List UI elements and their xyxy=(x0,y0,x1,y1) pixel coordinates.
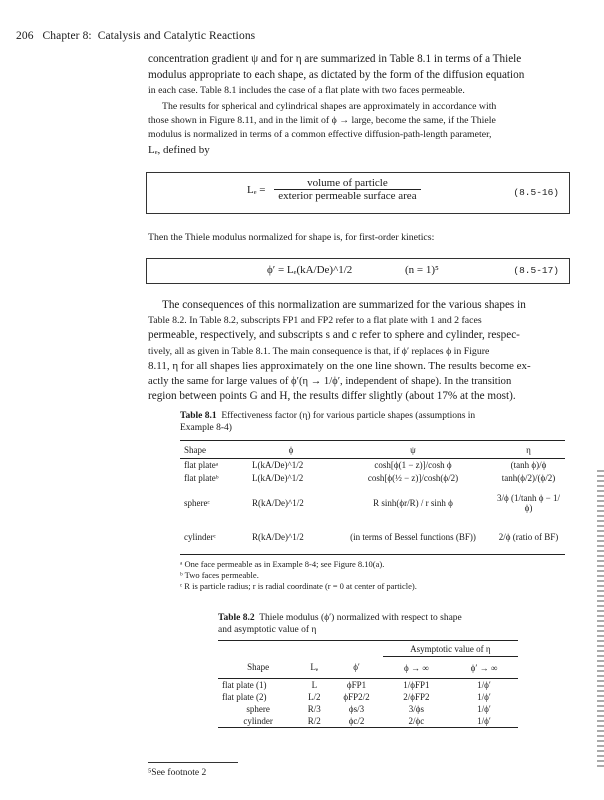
equation-8-5-16-box xyxy=(146,172,570,214)
chapter-title: Catalysis and Catalytic Reactions xyxy=(97,30,256,42)
table-8-2-caption-text: Thiele modulus (ϕ′) normalized with respect to shape xyxy=(259,613,462,623)
t2-cell: 1/ϕ′ xyxy=(477,679,491,690)
t1-cell: L(kA/De)^1/2 xyxy=(252,473,304,483)
para3-text: Then the Thiele modulus normalized for shape is, for first-order kinetics: xyxy=(148,232,435,243)
t2-header-le: Lₑ xyxy=(310,662,319,673)
t2-header-shape: Shape xyxy=(247,662,270,673)
chapter-label: Chapter 8: xyxy=(42,30,92,42)
para4-line-1: The consequences of this normalization are summarized for the various shapes in xyxy=(162,299,526,311)
eq1-number: (8.5-16) xyxy=(513,187,559,198)
t1-cell: cosh[ϕ(1 − z)]/cosh ϕ xyxy=(374,460,452,471)
para4-line-2: Table 8.2. In Table 8.2, subscripts FP1 and FP2 refer to a flat plate with 1 and 2 faces xyxy=(148,315,482,327)
t2-cell: ϕFP1 xyxy=(346,679,367,690)
para1-line-2: modulus appropriate to each shape, as dictated by the form of the diffusion equation xyxy=(148,68,525,81)
t2-cell: flat plate (1) xyxy=(222,679,267,690)
page-header xyxy=(16,30,255,42)
t2-cell: R/3 xyxy=(307,703,321,714)
t2-cell: 2/ϕFP2 xyxy=(403,691,430,702)
t1-header-eta: η xyxy=(526,444,531,455)
t2-group-header: Asymptotic value of η xyxy=(383,641,518,657)
table-8-2 xyxy=(218,640,518,728)
table-8-1-label: Table 8.1 xyxy=(180,411,217,421)
t1-footnote-c: ᶜ R is particle radius; r is radial coordinate (r = 0 at center of particle). xyxy=(180,581,417,591)
para2-line-4: Lₑ, defined by xyxy=(148,143,210,156)
t1-footnote-b: ᵇ Two faces permeable. xyxy=(180,570,259,580)
eq2-number: (8.5-17) xyxy=(513,265,559,276)
t2-cell: 1/ϕ′ xyxy=(477,691,491,702)
footnote-divider xyxy=(148,762,238,763)
t1-header-psi: ψ xyxy=(410,444,416,455)
t2-cell: L/2 xyxy=(308,691,321,702)
eq1-numerator: volume of particle xyxy=(274,177,420,190)
table-8-2-label: Table 8.2 xyxy=(218,613,255,623)
table-8-1-grid xyxy=(180,440,565,555)
table-8-1-footnotes xyxy=(180,559,565,592)
t1-cell: 3/ϕ (1/tanh ϕ − 1/ϕ) xyxy=(496,492,561,513)
eq2-condition: (n = 1)⁵ xyxy=(405,264,439,276)
eq1-lhs: Lₑ = xyxy=(247,183,266,196)
t1-cell: cosh[ϕ(½ − z)]/cosh(ϕ/2) xyxy=(367,473,459,483)
t1-cell: flat plateᵇ xyxy=(184,473,219,483)
para2-line-1: The results for spherical and cylindrical shapes are approximately in accordance with xyxy=(162,101,497,112)
eq2-body: ϕ′ = Lₑ(kA/De)^1/2 xyxy=(267,264,353,276)
t1-cell: flat plateᵃ xyxy=(184,460,219,471)
table-8-1-caption xyxy=(180,410,540,434)
t2-cell: ϕc/2 xyxy=(348,715,365,726)
paragraph-1 xyxy=(148,52,566,99)
t1-cell: 2/ϕ (ratio of BF) xyxy=(498,532,559,543)
t1-footnote-a: ᵃ One face permeable as in Example 8-4; see Figure 8.10(a). xyxy=(180,559,385,569)
t1-header-shape: Shape xyxy=(184,444,206,455)
para4-line-4: tively, all as given in Table 8.1. The main consequence is that, if ϕ′ replaces ϕ in Figure xyxy=(148,345,490,357)
table-row xyxy=(180,485,565,521)
table-row xyxy=(218,691,518,703)
table-row xyxy=(218,715,518,728)
table-8-2-caption-text-2: and asymptotic value of η xyxy=(218,625,317,635)
t1-cell: tanh(ϕ/2)/(ϕ/2) xyxy=(501,473,556,483)
table-8-1-caption-text: Effectiveness factor (η) for various particle shapes (assumptions in xyxy=(221,411,476,421)
table-row xyxy=(180,472,565,485)
t2-header-phiprime: ϕ′ xyxy=(353,662,360,673)
t2-cell: 1/ϕFP1 xyxy=(403,679,430,690)
t2-cell: ϕFP2/2 xyxy=(343,691,370,702)
scan-edge-artifact xyxy=(597,470,604,770)
t2-header-phiprime-inf: ϕ′ → ∞ xyxy=(470,662,498,673)
t1-cell: L(kA/De)^1/2 xyxy=(252,460,304,471)
para4-line-3: permeable, respectively, and subscripts s and c refer to sphere and cylinder, respec- xyxy=(148,329,520,342)
paragraph-3 xyxy=(148,230,566,246)
t2-cell: L xyxy=(311,679,318,690)
page-footnote: ⁵See footnote 2 xyxy=(148,768,207,778)
para4-line-6: actly the same for large values of ϕ′(η → 1/ϕ′, independent of shape). In the transition xyxy=(148,376,512,388)
t1-cell: (tanh ϕ)/ϕ xyxy=(510,460,547,471)
t2-cell: sphere xyxy=(246,703,270,714)
t2-cell: 1/ϕ′ xyxy=(477,715,491,726)
para2-line-2: those shown in Figure 8.11, and in the limit of ϕ → large, become the same, if the Thiele xyxy=(148,115,496,127)
table-8-2-caption xyxy=(218,612,508,636)
t1-cell: R(kA/De)^1/2 xyxy=(252,532,304,543)
equation-8-5-17-box xyxy=(146,258,570,284)
table-8-1 xyxy=(180,440,565,592)
eq1-fraction xyxy=(274,177,420,202)
t2-cell: R/2 xyxy=(307,715,321,726)
table-row xyxy=(180,459,565,472)
eq1-denominator: exterior permeable surface area xyxy=(278,190,417,202)
t2-cell: cylinder xyxy=(243,715,273,726)
t2-header-phi-inf: ϕ → ∞ xyxy=(404,662,429,673)
para1-line-1: concentration gradient ψ and for η are summarized in Table 8.1 in terms of a Thiele xyxy=(148,53,522,65)
t1-cell: R(kA/De)^1/2 xyxy=(252,497,304,508)
t2-cell: 2/ϕc xyxy=(408,715,425,726)
t1-cell: (in terms of Bessel functions (BF)) xyxy=(350,532,476,543)
para4-line-5: 8.11, η for all shapes lies approximately on the one line shown. The results become ex- xyxy=(148,359,531,372)
table-8-1-caption-text-2: Example 8-4) xyxy=(180,423,232,433)
t1-cell: cylinderᶜ xyxy=(184,532,216,543)
t2-cell: flat plate (2) xyxy=(222,691,267,702)
para4-line-7: region between points G and H, the results differ slightly (about 17% at the most). xyxy=(148,390,516,403)
t1-cell: R sinh(ϕr/R) / r sinh ϕ xyxy=(373,497,453,508)
table-row xyxy=(218,703,518,715)
equation-8-5-16 xyxy=(247,177,421,202)
t2-cell: ϕs/3 xyxy=(348,703,365,714)
para2-line-3: modulus is normalized in terms of a common effective diffusion-path-length parameter, xyxy=(148,129,492,141)
table-row xyxy=(180,521,565,555)
paragraph-2 xyxy=(148,100,566,157)
t1-cell: sphereᶜ xyxy=(184,497,210,508)
t1-header-phi: ϕ xyxy=(288,444,294,455)
table-8-2-grid xyxy=(218,640,518,728)
paragraph-4 xyxy=(148,298,566,404)
table-row xyxy=(218,679,518,691)
t2-cell: 1/ϕ′ xyxy=(477,703,491,714)
para1-line-3: in each case. Table 8.1 includes the case of a flat plate with two faces permeable. xyxy=(148,85,465,97)
page-number: 206 xyxy=(16,30,34,42)
t2-cell: 3/ϕs xyxy=(408,703,424,714)
